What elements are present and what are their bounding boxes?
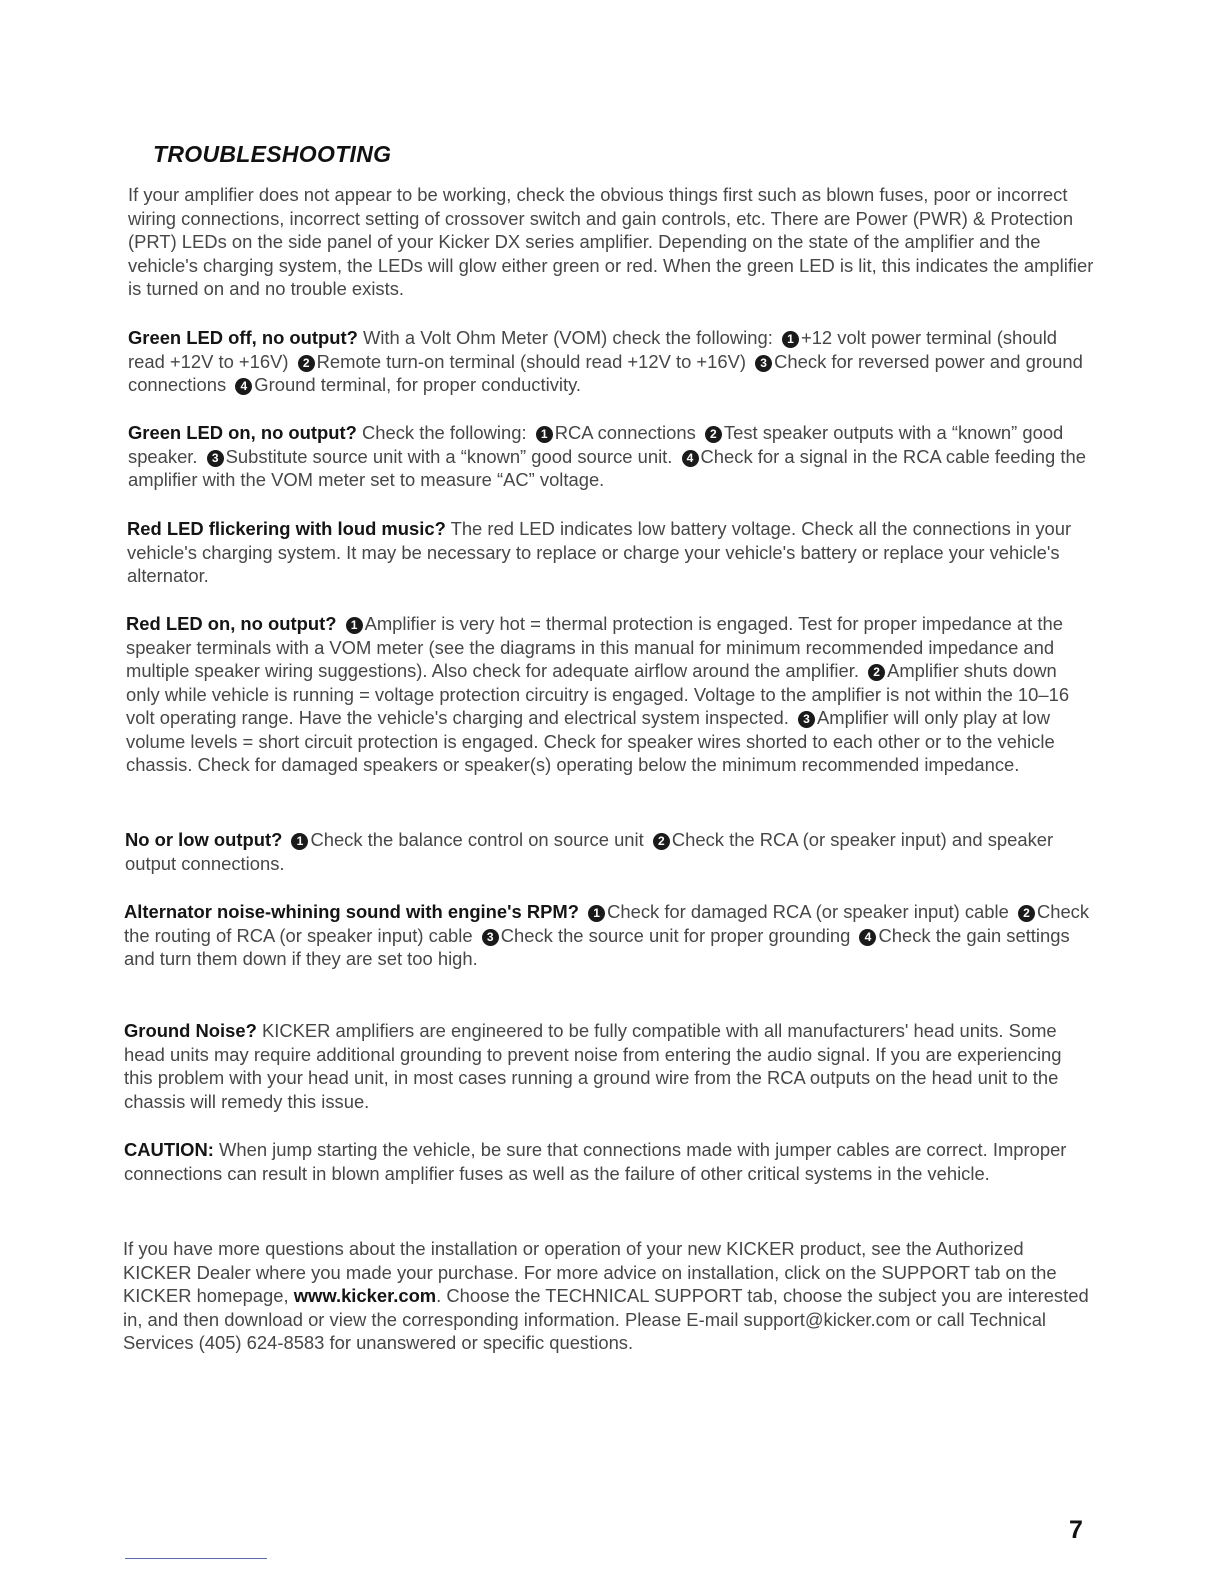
- step-2-icon: [653, 833, 670, 850]
- green-led-off-intro: With a Volt Ohm Meter (VOM) check the following:: [362, 327, 773, 348]
- green-led-on-step-3: Substitute source unit with a “known” good source unit.: [225, 445, 673, 467]
- red-led-flicker-lead: Red LED flickering with loud music?: [127, 518, 446, 539]
- ground-noise-section: [124, 1019, 1092, 1113]
- green-led-off-step-4: Ground terminal, for proper conductivity.: [254, 374, 582, 395]
- step-1-icon: [291, 833, 308, 850]
- caution-lead: CAUTION:: [124, 1139, 214, 1160]
- red-led-flicker-text: The red LED indicates low battery voltage. Check all the connections in your vehicle's charging system. It may be necessary to replace or charge your vehicle's battery or replace your vehicle's alternator.: [127, 518, 1072, 586]
- ground-noise-text: KICKER amplifiers are engineered to be fully compatible with all manufacturers' head units. Some head units may require additional grounding to prevent noise from entering the audio signal. If you are experiencing this problem with your head unit, in most cases running a ground wire from the RCA outputs on the head unit to the chassis will remedy this issue.: [124, 1020, 1062, 1112]
- no-low-output-section: [125, 828, 1093, 875]
- red-led-flicker-section: [127, 517, 1095, 588]
- closing-paragraph: [123, 1237, 1091, 1355]
- green-led-on-intro: Check the following:: [361, 422, 527, 443]
- step-1-icon: [346, 617, 363, 634]
- green-led-off-section: [128, 326, 1096, 397]
- closing-text-before: If you have more questions about the installation or operation of your new KICKER product, see the Authorized KICKER Dealer where you made your purchase. For more advice on installation, click on the SUPPORT tab on the KICKER homepage,: [123, 1238, 1057, 1306]
- alternator-noise-step-3: Check the source unit for proper grounding: [500, 924, 851, 946]
- closing-text-after: . Choose the TECHNICAL SUPPORT tab, choose the subject you are interested in, and then download or view the corresponding information. Please E-mail support@kicker.com or call Technical Services (405) 624-8583 for unanswered or specific questions.: [123, 1285, 1089, 1353]
- step-1-icon: [588, 905, 605, 922]
- no-low-output-step-2: Check the RCA (or speaker input) and speaker output connections.: [125, 829, 1054, 874]
- green-led-on-step-2: Test speaker outputs with a “known” good speaker.: [128, 422, 1064, 467]
- intro-paragraph: If your amplifier does not appear to be working, check the obvious things first such as blown fuses, poor or incorrect wiring connections, incorrect setting of crossover switch and gain controls, etc. There are Power (PWR) & Protection (PRT) LEDs on the side panel of your Kicker DX series amplifier. Depending on the state of the amplifier and the vehicle's charging system, the LEDs will glow either green or red. When the green LED is lit, this indicates the amplifier is turned on and no trouble exists.: [128, 184, 1094, 299]
- green-led-on-step-4: Check for a signal in the RCA cable feeding the amplifier with the VOM meter set to measure “AC” voltage.: [128, 445, 1086, 490]
- red-led-on-section: [126, 612, 1094, 777]
- step-1-icon: [782, 331, 799, 348]
- step-4-icon: [682, 450, 699, 467]
- caution-section: [124, 1138, 1092, 1185]
- page-title: TROUBLESHOOTING: [153, 141, 392, 167]
- red-led-on-step-1: Amplifier is very hot = thermal protection is engaged. Test for proper impedance at the speaker terminals with a VOM meter (see the diagrams in this manual for minimum recommended impedance and multiple speaker wiring suggestions). Also check for adequate airflow around the amplifier.: [126, 613, 1063, 681]
- kicker-website-link[interactable]: www.kicker.com: [293, 1285, 437, 1306]
- alternator-noise-step-2: Check the routing of RCA (or speaker input) cable: [124, 901, 1090, 946]
- no-low-output-step-1: Check the balance control on source unit: [310, 829, 644, 850]
- step-4-icon: [859, 929, 876, 946]
- red-led-on-lead: Red LED on, no output?: [126, 613, 337, 634]
- step-1-icon: [536, 426, 553, 443]
- step-3-icon: [798, 711, 815, 728]
- green-led-off-step-2: Remote turn-on terminal (should read +12V to +16V): [316, 350, 747, 372]
- footer-rule: [125, 1558, 267, 1559]
- ground-noise-lead: Ground Noise?: [124, 1020, 257, 1041]
- step-3-icon: [482, 929, 499, 946]
- page-number: 7: [1069, 1516, 1083, 1544]
- step-2-icon: [705, 426, 722, 443]
- green-led-off-step-1: +12 volt power terminal (should read +12V to +16V): [128, 327, 1058, 372]
- alternator-noise-step-1: Check for damaged RCA (or speaker input) cable: [607, 901, 1009, 922]
- caution-text: When jump starting the vehicle, be sure that connections made with jumper cables are correct. Improper connections can result in blown amplifier fuses as well as the failure of other critical systems in the vehicle.: [124, 1139, 1067, 1184]
- step-4-icon: [235, 378, 252, 395]
- green-led-off-lead: Green LED off, no output?: [128, 327, 358, 348]
- green-led-on-lead: Green LED on, no output?: [128, 422, 357, 443]
- red-led-on-step-3: Amplifier will only play at low volume levels = short circuit protection is engaged. Check for speaker wires shorted to each other or to the vehicle chassis. Check for damaged speakers or speaker(s) operating below the minimum recommended impedance.: [126, 707, 1055, 775]
- green-led-on-step-1: RCA connections: [554, 422, 696, 443]
- step-2-icon: [1018, 905, 1035, 922]
- step-2-icon: [298, 355, 315, 372]
- green-led-on-section: [128, 421, 1096, 492]
- red-led-on-step-2: Amplifier shuts down only while vehicle is running = voltage protection circuitry is engaged. Voltage to the amplifier is not within the 10–16 volt operating range. Have the vehicle's charging and electrical system inspected.: [126, 660, 1070, 728]
- alternator-noise-lead: Alternator noise-whining sound with engine's RPM?: [124, 901, 579, 922]
- no-low-output-lead: No or low output?: [125, 829, 283, 850]
- step-3-icon: [207, 450, 224, 467]
- step-2-icon: [868, 664, 885, 681]
- step-3-icon: [755, 355, 772, 372]
- alternator-noise-section: [124, 900, 1092, 971]
- alternator-noise-step-4: Check the gain settings and turn them down if they are set too high.: [124, 924, 1070, 969]
- green-led-off-step-3: Check for reversed power and ground connections: [128, 350, 1083, 395]
